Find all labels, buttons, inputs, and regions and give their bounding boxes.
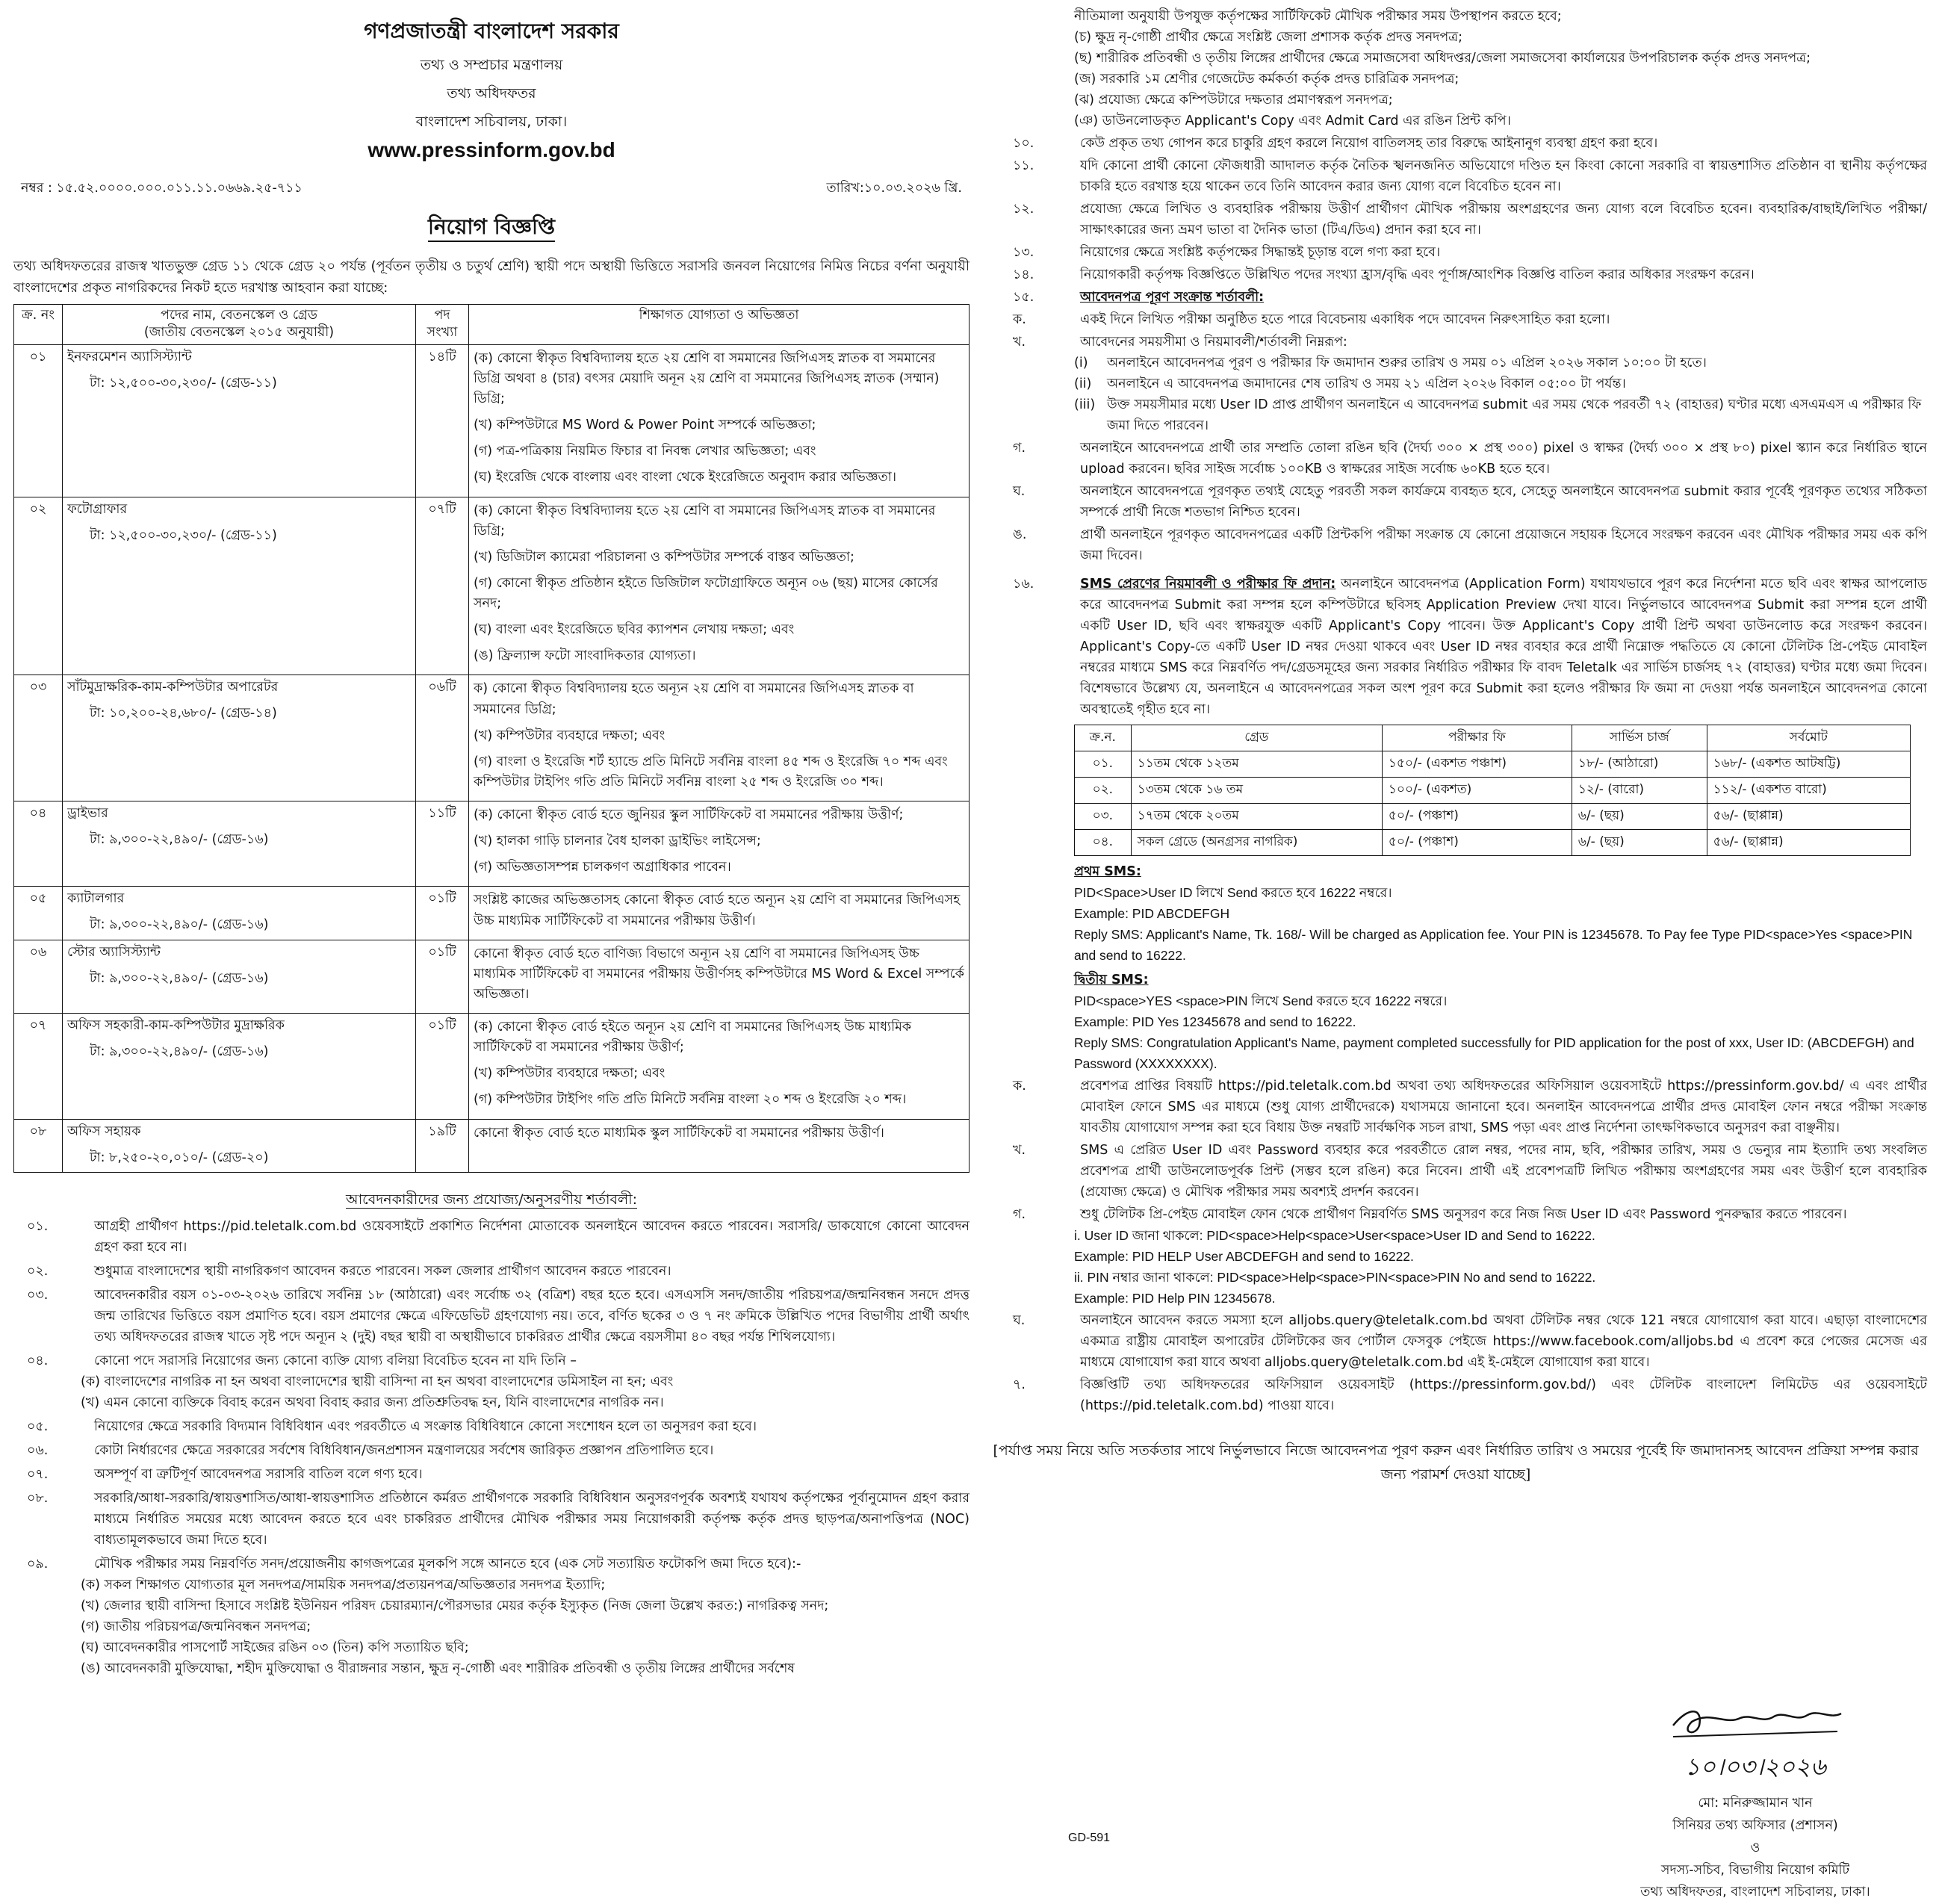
app-item-kha: খ. আবেদনের সময়সীমা ও নিয়মাবলী/শর্তাবলী নিম্নরূপ: [1013, 335, 1347, 350]
handwritten-date: ১০।০৩।২০২৬ [1684, 1752, 1826, 1781]
qualification-line: কোনো স্বীকৃত বোর্ড হতে বাণিজ্য বিভাগে অন্যূন ২য় শ্রেণি বা সমমানের জিপিএসহ উচ্চ মাধ্যমিক সার্টিফিকেট বা সমমানের পরীক্ষায় উত্তীর্ণসহ কম্পিউটারে MS Word & Excel সম্পর্কে অভিজ্ঞতা। [474, 946, 964, 1002]
qualification-line: ক) কোনো স্বীকৃত বিশ্ববিদ্যালয় হতে অন্যূন ২য় শ্রেণি বা সমমানের জিপিএসহ স্নাতক বা সমমানের ডিগ্রি; [474, 681, 914, 717]
qualification-line: কোনো স্বীকৃত বোর্ড হতে মাধ্যমিক স্কুল সার্টিফিকেট বা সমমানের পরীক্ষায় উত্তীর্ণ। [474, 1125, 884, 1141]
deadline-roman: (i) [1074, 356, 1088, 370]
condition-subitem: (গ) জাতীয় পরিচয়পত্র/জন্মনিবন্ধন সনদপত্র; [81, 1619, 311, 1634]
final-items-2 [984, 1310, 1927, 1416]
row-post-name [63, 940, 416, 1013]
fee-cell: ৫০/- (পঞ্চাশ) [1382, 830, 1572, 856]
posts-table [13, 304, 970, 1173]
table-row [14, 887, 970, 940]
condition-text: কোটা নির্ধারণের ক্ষেত্রে সরকারের সর্বশেষ বিধিবিধান/জনপ্রশাসন মন্ত্রণালয়ের সর্বশেষ জারিকৃত প্রজ্ঞাপন প্রতিপালিত হবে। [94, 1442, 714, 1458]
memo-date: তারিখ:১০.০৩.২০২৬ খ্রি. [826, 181, 962, 196]
documents-continued [984, 6, 1927, 131]
fee-cell: ১৭তম থেকে ২০তম [1131, 804, 1382, 830]
condition-subitem: (খ) এমন কোনো ব্যক্তিকে বিবাহ করেন অথবা বিবাহ করার জন্য প্রতিশ্রুতিবদ্ধ হন, যিনি বাংলাদেশের নাগরিক নন। [81, 1395, 664, 1410]
condition-text: শুধুমাত্র বাংলাদেশের স্থায়ী নাগরিকগণ আবেদন করতে পারবেন। সকল জেলার প্রার্থীগণ আবেদন করতে পারবেন। [94, 1263, 671, 1279]
condition-number: ঙ. [1013, 527, 1027, 542]
condition-item [13, 1554, 970, 1575]
left-column [13, 9, 970, 1679]
qualification-line: (ঙ) ফ্রিল্যান্স ফটো সাংবাদিকতার যোগ্যতা। [474, 648, 696, 664]
right-conditions [984, 133, 1927, 308]
document-item: (ঞ) ডাউনলোডকৃত Applicant's Copy এবং Admit Card এর রঙিন প্রিন্ট কপি। [1074, 114, 1511, 128]
fee-cell: ৬/- (ছয়) [1572, 830, 1707, 856]
condition-item [984, 242, 1927, 263]
document-item: (জ) সরকারি ১ম শ্রেণীর গেজেটেড কর্মকর্তা কর্তৃক প্রদত্ত চারিত্রিক সনদপত্র; [1074, 72, 1459, 87]
post-title: সাঁটমুদ্রাক্ষরিক-কাম-কম্পিউটার অপারেটর [67, 680, 279, 695]
condition-item [13, 1285, 970, 1348]
fee-header-cell: সর্বমোট [1707, 725, 1910, 751]
qualification-line: (ক) কোনো স্বীকৃত বোর্ড হতে জুনিয়র স্কুল সার্টিফিকেট বা সমমানের পরীক্ষায় উত্তীর্ণ; [474, 807, 904, 823]
post-title: ড্রাইভার [67, 806, 108, 822]
deadline-item [984, 394, 1927, 436]
fee-cell: ০৩. [1075, 804, 1132, 830]
qualification-line: (গ) পত্র-পত্রিকায় নিয়মিত ফিচার বা নিবন্ধ লেখার অভিজ্ঞতা; এবং [474, 444, 816, 459]
condition-text: বিজ্ঞপ্তিটি তথ্য অধিদফতরের অফিসিয়াল ওয়েবসাইট (https://pressinform.gov.bd/) এবং টেলিটক বাংলাদেশ লিমিটেড এর ওয়েবসাইটে (https://pid.teletalk.com.bd) পাওয়া যাবে। [1080, 1377, 1927, 1413]
row-serial: ০৪ [14, 801, 63, 887]
row-post-name [63, 497, 416, 675]
fee-cell: ১৩তম থেকে ১৬ তম [1131, 778, 1382, 804]
condition-text: নিয়োগের ক্ষেত্রে সরকারি বিদ্যমান বিধিবিধান এবং পরবর্তীতে এ সংক্রান্ত বিধিবিধানে কোনো সংশোধন হলে তা অনুসরণ করা হবে। [94, 1418, 757, 1434]
condition-item [984, 287, 1927, 308]
condition-text: শুধু টেলিটক প্রি-পেইড মোবাইল ফোন থেকে প্রার্থীগণ নিম্নবর্ণিত SMS অনুসরণ করে নিজ নিজ User ID এবং Password পুনরুদ্ধার করতে পারবেন। [1080, 1207, 1847, 1222]
row-qualification [469, 675, 970, 801]
condition-number: ০৫. [27, 1418, 49, 1434]
condition-number: ০২. [27, 1263, 49, 1279]
condition-number: ০৬. [27, 1442, 49, 1458]
fee-cell: ১১তম থেকে ১২তম [1131, 751, 1382, 778]
condition-item [13, 1261, 970, 1282]
condition-text: SMS এ প্রেরিত User ID এবং Password ব্যবহার করে পরবর্তীতে রোল নম্বর, পদের নাম, ছবি, পরীক্ষার তারিখ, সময় ও ভেন্যুর নাম ইত্যাদি তথ্য সংবলিত প্রবেশপত্র প্রার্থী ডাউনলোডপূর্বক প্রিন্ট (সম্ভব হলে রঙিন) করে নিবেন। প্রার্থী এই প্রবেশপত্রটি লিখিত পরীক্ষায় অংশগ্রহণের সময় এবং উত্তীর্ণ হলে ব্যবহারিক (প্রযোজ্য ক্ষেত্রে) ও মৌখিক পরীক্ষার সময় অবশ্যই প্রদর্শন করবেন। [1080, 1143, 1927, 1200]
condition-number: গ. [1013, 1207, 1026, 1222]
qualification-line: (গ) কোনো স্বীকৃত প্রতিষ্ঠান হইতে ডিজিটাল ফটোগ্রাফিতে অন্যূন ০৬ (ছয়) মাসের কোর্সের সনদ; [474, 575, 938, 612]
fee-cell: ১০০/- (একশত) [1382, 778, 1572, 804]
fee-cell: ৫৬/- (ছাপ্পান্ন) [1707, 804, 1910, 830]
sms-rules: ১৬. SMS প্রেরণের নিয়মাবলী ও পরীক্ষার ফি প্রদান: অনলাইনে আবেদনপত্র (Application Form) যথাযথভাবে পূরণ করে নির্দেশনা মতে ছবি এবং স্বাক্ষর আপলোড করে আবেদনপত্র Submit করা সম্পন্ন হলে কম্পিউটারে ছবিসহ Application Preview দেখা যাবে। নির্ভুলভাবে আবেদনপত্র Submit করা সম্পন্ন হলে প্রার্থী একটি User ID, ছবি এবং স্বাক্ষরযুক্ত একটি Applicant's Copy পাবেন। উক্ত Applicant's Copy প্রার্থী প্রিন্ট অথবা ডাউনলোড করে সংরক্ষণ করবেন। Applicant's Copy-তে একটি User ID নম্বর দেওয়া থাকবে এবং User ID নম্বর ব্যবহার করে প্রার্থী নিম্নোক্ত পদ্ধতিতে যে কোনো টেলিটক প্রি-পেইড মোবাইল নম্বরের মাধ্যমে SMS করে নিম্নবর্ণিত পদ/গ্রেডসমূহের জন্য সরকার নির্ধারিত পরীক্ষার ফি বাবদ Teletalk এর সার্ভিস চার্জসহ ৭২ (বাহাত্তর) ঘণ্টার মধ্যে জমা দিবেন। বিশেষভাবে উল্লেখ্য যে, অনলাইনে এ আবেদনপত্রের সকল অংশ পূরণ করে Submit করা হলেও পরীক্ষার ফি জমা না দেওয়া পর্যন্ত অনলাইনে আবেদনপত্র কোনো অবস্থাতেই গৃহীত হবে না। [1013, 577, 1927, 717]
first-sms: প্রথম SMS: PID<Space>User ID লিখে Send করতে হবে 16222 নম্বরে। Example: PID ABCDEFGH Reply SMS: Applicant's Name, Tk. 168/- Will be charged as Application fee. Your PIN is 12345678. To Pay fee Type PID<space>Yes <space>PIN and send to 16222. দ্বিতীয় SMS: PID<space>YES <space>PIN লিখে Send করতে হবে 16222 নম্বরে। Example: PID Yes 12345678 and send to 16222. Reply SMS: Congratulation Applicant's Name, payment completed successfully for PID application for the post of xxx, User ID: (ABCDEFGH) and Password (XXXXXXXX). [1074, 864, 1914, 1071]
sms-rules-text: অনলাইনে আবেদনপত্র (Application Form) যথাযথভাবে পূরণ করে নির্দেশনা মতে ছবি এবং স্বাক্ষর আপলোড করে আবেদনপত্র Submit করা সম্পন্ন হলে কম্পিউটারে ছবিসহ Application Preview দেখা যাবে। নির্ভুলভাবে আবেদনপত্র Submit করা সম্পন্ন হলে প্রার্থী একটি User ID, ছবি এবং স্বাক্ষরযুক্ত একটি Applicant's Copy পাবেন। উক্ত Applicant's Copy প্রার্থী প্রিন্ট অথবা ডাউনলোড করে সংরক্ষণ করবেন। Applicant's Copy-তে একটি User ID নম্বর দেওয়া থাকবে এবং User ID নম্বর ব্যবহার করে প্রার্থী নিম্নোক্ত পদ্ধতিতে যে কোনো টেলিটক প্রি-পেইড মোবাইল নম্বরের মাধ্যমে SMS করে নিম্নবর্ণিত পদ/গ্রেডসমূহের জন্য সরকার নির্ধারিত পরীক্ষার ফি বাবদ Teletalk এর সার্ভিস চার্জসহ ৭২ (বাহাত্তর) ঘণ্টার মধ্যে জমা দিবেন। বিশেষভাবে উল্লেখ্য যে, অনলাইনে এ আবেদনপত্রের সকল অংশ পূরণ করে Submit করা হলেও পরীক্ষার ফি জমা না দেওয়া পর্যন্ত অনলাইনে আবেদনপত্র কোনো অবস্থাতেই গৃহীত হবে না। [1080, 577, 1927, 717]
fee-cell: ১৮/- (আঠারো) [1572, 751, 1707, 778]
memo-line [13, 179, 970, 200]
closing-note: [পর্যাপ্ত সময় নিয়ে অতি সতর্কতার সাথে নির্ভুলভাবে নিজে আবেদনপত্র পূরণ করুন এবং নির্ধারিত তারিখ ও সময়ের পূর্বেই ফি জমাদানসহ আবেদন প্রক্রিয়া সম্পন্ন করার জন্য পরামর্শ দেওয়া যাচ্ছে] [993, 1442, 1919, 1483]
condition-text: আবেদনকারীর বয়স ০১-০৩-২০২৬ তারিখে সর্বনিম্ন ১৮ (আঠারো) এবং সর্বোচ্চ ৩২ (বত্রিশ) বছর হতে হবে। এসএসসি সনদ/জাতীয় পরিচয়পত্র/জন্মনিবন্ধন সনদে প্রদত্ত জন্ম তারিখের ভিত্তিতে বয়স প্রমাণিত হবে। বয়স প্রমাণের ক্ষেত্রে এফিডেভিট গ্রহণযোগ্য নয়। তবে, বর্ণিত ছকের ৩ ও ৭ নং ক্রমিকে উল্লিখিত পদের বিভাগীয় প্রার্থী অর্থাৎ তথ্য অধিদফতরের রাজস্ব খাতে সৃষ্ট পদে অন্যূন ২ (দুই) বছর স্থায়ী বা অস্থায়ীভাবে চাকরিরত প্রার্থীর ক্ষেত্রে বয়সসীমা ৪০ বছর পর্যন্ত শিথিলযোগ্য। [94, 1287, 970, 1345]
condition-text: মৌখিক পরীক্ষার সময় নিম্নবর্ণিত সনদ/প্রয়োজনীয় কাগজপত্রের মূলকপি সঙ্গে আনতে হবে (এক সেট সত্যায়িত ফটোকপি জমা দিতে হবে):- [94, 1556, 801, 1572]
signatory-name: মো: মনিরুজ্জামান খান [1698, 1796, 1813, 1811]
post-title: ফটোগ্রাফার [67, 501, 128, 517]
department-name: তথ্য অধিদফতর [447, 85, 536, 102]
fee-cell: ১১২/- (একশত বারো) [1707, 778, 1910, 804]
post-grade: টা: ৮,২৫০-২০,০১০/- (গ্রেড-২০) [90, 1150, 269, 1165]
post-grade: টা: ৯,৩০০-২২,৪৯০/- (গ্রেড-১৬) [90, 917, 269, 933]
header-count: পদ সংখ্যা [416, 304, 469, 344]
fee-cell: ১৫০/- (একশত পঞ্চাশ) [1382, 751, 1572, 778]
condition-number: ৭. [1013, 1377, 1026, 1392]
condition-number: ০৪. [27, 1353, 49, 1368]
signature-block [1598, 1703, 1912, 1904]
qualification-line: (গ) কম্পিউটার টাইপিং গতি প্রতি মিনিটে সর্বনিম্ন বাংলা ২০ শব্দ ও ইংরেজি ২০ শব্দ। [474, 1092, 907, 1108]
condition-4-subitems [13, 1371, 970, 1413]
row-post-count: ১৪টি [416, 344, 469, 497]
qualification-line: (খ) কম্পিউটার ব্যবহারে দক্ষতা; এবং [474, 728, 666, 743]
condition-item [984, 1076, 1927, 1138]
fee-cell: ০২. [1075, 778, 1132, 804]
qualification-line: (খ) কম্পিউটারে MS Word & Power Point সম্পর্কে অভিজ্ঞতা; [474, 418, 816, 433]
fee-table [1074, 725, 1911, 856]
fee-cell: ০১. [1075, 751, 1132, 778]
condition-text: যদি কোনো প্রার্থী কোনো ফৌজধারী আদালত কর্তৃক নৈতিক স্খলনজনিত অভিযোগে দণ্ডিত হন কিংবা কোনো সরকারি বা স্বায়ত্তশাসিত প্রতিষ্ঠান বা স্থানীয় কর্তৃপক্ষের চাকরি হতে বরখাস্ত হয়ে থাকেন তবে তিনি আবেদন করার জন্য যোগ্য বলে বিবেচিত হবেন না। [1080, 158, 1927, 194]
table-row [14, 1014, 970, 1120]
government-title: গণপ্রজাতন্ত্রী বাংলাদেশ সরকার [364, 19, 619, 43]
condition-subitem: (ক) বাংলাদেশের নাগরিক না হন অথবা বাংলাদেশের স্থায়ী বাসিন্দা না হন অথবা বাংলাদেশের ডমিসাইল না হন; এবং [81, 1374, 674, 1389]
condition-number: ১৪. [1013, 267, 1034, 282]
condition-text: অনলাইনে আবেদনপত্রে পূরণকৃত তথ্যই যেহেতু পরবর্তী সকল কার্যক্রমে ব্যবহৃত হবে, সেহেতু অনলাইনে আবেদনপত্র submit করার পূর্বেই পূরণকৃত তথ্যের সঠিকতা সম্পর্কে প্রার্থী নিজে শতভাগ নিশ্চিত হবেন। [1080, 484, 1927, 520]
row-post-name [63, 1014, 416, 1120]
fee-row [1075, 830, 1911, 856]
condition-number: ১০. [1013, 136, 1034, 151]
header-sl: ক্র. নং [14, 304, 63, 344]
condition-subitem: (ঙ) আবেদনকারী মুক্তিযোদ্ধা, শহীদ মুক্তিযোদ্ধা ও বীরাঙ্গনার সন্তান, ক্ষুদ্র নৃ-গোষ্ঠী এবং শারীরিক প্রতিবন্ধী ও তৃতীয় লিঙ্গের প্রার্থীদের সর্বশেষ [81, 1660, 795, 1676]
qualification-line: (খ) ডিজিটাল ক্যামেরা পরিচালনা ও কম্পিউটার সম্পর্কে বাস্তব অভিজ্ঞতা; [474, 549, 854, 565]
condition-number: ক. [1013, 1079, 1026, 1094]
row-qualification [469, 497, 970, 675]
row-post-count: ০৬টি [416, 675, 469, 801]
condition-text: অসম্পূর্ণ বা ত্রুটিপূর্ণ আবেদনপত্র সরাসরি বাতিল বলে গণ্য হবে। [94, 1466, 423, 1482]
condition-item [984, 1374, 1927, 1416]
signatory-designation: সিনিয়র তথ্য অফিসার (প্রশাসন) [1672, 1818, 1838, 1834]
notice-title: নিয়োগ বিজ্ঞপ্তি [13, 211, 970, 246]
row-post-count: ০১টি [416, 1014, 469, 1120]
table-row [14, 1119, 970, 1172]
deadline-text: উক্ত সময়সীমার মধ্যে User ID প্রাপ্ত প্রার্থীগণ অনলাইনে এ আবেদনপত্র submit এর সময় থেকে পরবর্তী ৭২ (বাহাত্তর) ঘণ্টার মধ্যে এসএমএস এ পরীক্ষার ফি জমা দিতে পারবেন। [1107, 397, 1922, 433]
post-grade: টা: ৯,৩০০-২২,৪৯০/- (গ্রেড-১৬) [90, 832, 269, 848]
fee-header-cell: ক্র.ন. [1075, 725, 1132, 751]
post-title: অফিস সহকারী-কাম-কম্পিউটার মুদ্রাক্ষরিক [67, 1018, 285, 1034]
header-qual: শিক্ষাগত যোগ্যতা ও অভিজ্ঞতা [469, 304, 970, 344]
fee-cell: ৫০/- (পঞ্চাশ) [1382, 804, 1572, 830]
condition-item [13, 1216, 970, 1258]
final-items [984, 1076, 1927, 1225]
condition-number: ১১. [1013, 158, 1034, 173]
deadline-roman: (ii) [1074, 376, 1092, 391]
post-grade: টা: ১২,৫০০-৩০,২৩০/- (গ্রেড-১১) [90, 375, 277, 391]
condition-item [984, 1310, 1927, 1373]
condition-item [13, 1351, 970, 1371]
condition-text: প্রার্থী অনলাইনে পূরণকৃত আবেদনপত্রের একটি প্রিন্টকপি পরীক্ষা সংক্রান্ত যে কোনো প্রয়োজনে সহায়ক হিসেবে সংরক্ষণ করবেন এবং মৌখিক পরীক্ষার সময় এক কপি জমা দিবেন। [1080, 527, 1927, 563]
row-qualification [469, 801, 970, 887]
fee-row [1075, 778, 1911, 804]
conditions-list [13, 1216, 970, 1371]
fee-cell: সকল গ্রেডে (অনগ্রসর নাগরিক) [1131, 830, 1382, 856]
qualification-line: (গ) বাংলা ও ইংরেজি শর্ট হ্যান্ডে প্রতি মিনিটে সর্বনিম্ন বাংলা ৪৫ শব্দ ও ইংরেজি ৭০ শব্দ এবং কম্পিউটার টাইপিং গতি প্রতি মিনিটে সর্বনিম্ন বাংলা ২৫ শব্দ ও ইংরেজি ৩০ শব্দ। [474, 754, 948, 790]
fee-cell: ৫৬/- (ছাপ্পান্ন) [1707, 830, 1910, 856]
condition-number: খ. [1013, 1143, 1026, 1158]
condition-item [984, 1204, 1927, 1225]
condition-item [984, 133, 1927, 154]
recovery-line: Example: PID Help PIN 12345678. [1074, 1291, 1276, 1306]
recovery-line: Example: PID HELP User ABCDEFGH and send to 16222. [1074, 1249, 1414, 1264]
post-grade: টা: ১০,২০০-২৪,৬৮০/- (গ্রেড-১৪) [90, 706, 277, 722]
row-serial: ০৬ [14, 940, 63, 1013]
post-title: ক্যাটালগার [67, 891, 125, 907]
condition-item [984, 481, 1927, 523]
row-post-name [63, 887, 416, 940]
table-header-row [14, 304, 970, 344]
post-title: ইনফরমেশন অ্যাসিস্ট্যান্ট [67, 349, 192, 365]
condition-number: ০৮. [27, 1490, 49, 1506]
row-qualification [469, 344, 970, 497]
condition-text: কেউ প্রকৃত তথ্য গোপন করে চাকুরি গ্রহণ করলে নিয়োগ বাতিলসহ তার বিরুদ্ধে আইনানুগ ব্যবস্থা গ্রহণ করা হবে। [1080, 136, 1658, 151]
deadline-text: অনলাইনে আবেদনপত্র পূরণ ও পরীক্ষার ফি জমাদান শুরুর তারিখ ও সময় ০১ এপ্রিল ২০২৬ সকাল ১০:০০ টা হতে। [1107, 356, 1707, 370]
condition-item [13, 1416, 970, 1437]
fee-header-cell: পরীক্ষার ফি [1382, 725, 1572, 751]
qualification-line: (ক) কোনো স্বীকৃত বিশ্ববিদ্যালয় হতে ২য় শ্রেণি বা সমমানের জিপিএসহ স্নাতক বা সমমানের ডিগ্রি অথবা ৪ (চার) বৎসর মেয়াদি অনূন ২য় শ্রেণি বা সমমানের জিপিএসহ স্নাতক (সম্মান) ডিগ্রি; [474, 350, 940, 407]
website-link[interactable]: www.pressinform.gov.bd [367, 138, 615, 161]
condition-text: সরকারি/আধা-সরকারি/স্বায়ত্তশাসিত/আধা-স্বায়ত্তশাসিত প্রতিষ্ঠানে কর্মরত প্রার্থীগণকে সরকারি বিধিবিধান অনুসরণপূর্বক অবশ্যই যথাযথ কর্তৃপক্ষের পূর্বানুমোদন গ্রহণ করার মাধ্যমে নির্ধারিত সময়ের মধ্যে আবেদন করতে হবে এবং চাকরিরত প্রার্থীদের মৌখিক পরীক্ষার সময় নিয়োগকারী কর্তৃপক্ষ কর্তৃক প্রদত্ত ছাড়পত্র/অনাপত্তিপত্র (NOC) বাধ্যতামূলকভাবে জমা দিতে হবে। [94, 1490, 970, 1548]
post-grade: টা: ১২,৫০০-৩০,২৩০/- (গ্রেড-১১) [90, 527, 277, 543]
qualification-line: (ক) কোনো স্বীকৃত বিশ্ববিদ্যালয় হতে ২য় শ্রেণি বা সমমানের জিপিএসহ স্নাতক বা সমমানের ডিগ্রি; [474, 503, 936, 539]
condition-number: ১২. [1013, 202, 1034, 217]
condition-number: ১৫. [1013, 290, 1034, 305]
row-post-count: ০৭টি [416, 497, 469, 675]
condition-number: ঘ. [1013, 484, 1026, 499]
table-row [14, 675, 970, 801]
row-serial: ০১ [14, 344, 63, 497]
row-serial: ০২ [14, 497, 63, 675]
document-item: নীতিমালা অনুযায়ী উপযুক্ত কর্তৃপক্ষের সার্টিফিকেট মৌখিক পরীক্ষার সময় উপস্থাপন করতে হবে; [1074, 9, 1562, 24]
condition-text: আবেদনপত্র পূরণ সংক্রান্ত শর্তাবলী: [1080, 290, 1265, 305]
row-post-name [63, 1119, 416, 1172]
right-column [984, 6, 1927, 1487]
signatory-gap: ও [1750, 1840, 1760, 1855]
row-post-count: ০১টি [416, 887, 469, 940]
deadline-item [984, 373, 1927, 394]
deadline-item [984, 353, 1927, 373]
condition-item [13, 1488, 970, 1551]
app-item-ka: ক. একই দিনে লিখিত পরীক্ষা অনুষ্ঠিত হতে পারে বিবেচনায় একাধিক পদে আবেদন নিরুৎসাহিত করা হলো। [1013, 312, 1610, 327]
condition-number: ০১. [27, 1218, 49, 1234]
ministry-name: তথ্য ও সম্প্রচার মন্ত্রণালয় [420, 57, 563, 73]
deadline-roman: (iii) [1074, 397, 1096, 412]
row-post-name [63, 344, 416, 497]
posts-table-body [14, 344, 970, 1172]
conditions-list-2 [13, 1416, 970, 1575]
row-serial: ০৫ [14, 887, 63, 940]
condition-subitem: (ঘ) আবেদনকারীর পাসপোর্ট সাইজের রঙিন ০৩ (তিন) কপি সত্যায়িত ছবি; [81, 1640, 469, 1655]
qualification-line: (খ) হালকা গাড়ি চালনার বৈধ হালকা ড্রাইভিং লাইসেন্স; [474, 834, 761, 849]
fee-table-body [1075, 751, 1911, 856]
condition-text: অনলাইনে আবেদন করতে সমস্যা হলে alljobs.query@teletalk.com.bd অথবা টেলিটক নম্বর থেকে 121 নম্বরে যোগাযোগ করা যাবে। এছাড়া বাংলাদেশের একমাত্র রাষ্ট্রীয় মোবাইল অপারেটর টেলিটকের জব পোর্টাল ফেসবুক পেইজে https://www.facebook.com/alljobs.bd এ প্রবেশ করে পেজের মেসেজ এর মাধ্যমে যোগাযোগ করা যাবে অথবা alljobs.query@teletalk.com.bd এই ই-মেইলে যোগাযোগ করা যাবে। [1080, 1313, 1927, 1370]
conditions-title: আবেদনকারীদের জন্য প্রযোজ্য/অনুসরণীয় শর্তাবলী: [345, 1191, 638, 1208]
fee-cell: ১৬৮/- (একশত আটষট্টি) [1707, 751, 1910, 778]
condition-item [984, 524, 1927, 566]
fee-cell: ১২/- (বারো) [1572, 778, 1707, 804]
row-qualification [469, 940, 970, 1013]
fee-row [1075, 804, 1911, 830]
condition-9-subitems [13, 1575, 970, 1679]
row-serial: ০৩ [14, 675, 63, 801]
recovery-sms [984, 1225, 1927, 1309]
sms-rules-title: SMS প্রেরণের নিয়মাবলী ও পরীক্ষার ফি প্রদান: [1080, 577, 1336, 592]
condition-number: ১৩. [1013, 245, 1034, 260]
intro-paragraph: তথ্য অধিদফতরের রাজস্ব খাতভুক্ত গ্রেড ১১ থেকে গ্রেড ২০ পর্যন্ত (পূর্বতন তৃতীয় ও চতুর্থ শ্রেণি) স্থায়ী পদে অস্থায়ী ভিত্তিতে সরাসরি জনবল নিয়োগের নিমিত্ত নিচের বর্ণনা অনুযায়ী বাংলাদেশের প্রকৃত নাগরিকদের নিকট হতে দরখাস্ত আহবান করা যাচ্ছে: [13, 258, 970, 296]
qualification-line: (ক) কোনো স্বীকৃত বোর্ড হইতে অন্যূন ২য় শ্রেণি বা সমমানের জিপিএসহ উচ্চ মাধ্যমিক সার্টিফিকেট বা সমমানের পরীক্ষায় উত্তীর্ণ; [474, 1020, 912, 1055]
document-item: (চ) ক্ষুদ্র নৃ-গোষ্ঠী প্রার্থীর ক্ষেত্রে সংশ্লিষ্ট জেলা প্রশাসক কর্তৃক প্রদত্ত সনদপত্র; [1074, 30, 1463, 45]
qualification-line: সংশ্লিষ্ট কাজের অভিজ্ঞতাসহ কোনো স্বীকৃত বোর্ড হতে অন্যূন ২য় শ্রেণি বা সমমানের জিপিএসহ উচ্চ মাধ্যমিক সার্টিফিকেট বা সমমানের পরীক্ষায় উত্তীর্ণ। [474, 893, 961, 928]
row-qualification [469, 1119, 970, 1172]
table-row [14, 801, 970, 887]
row-post-name [63, 801, 416, 887]
qualification-line: (ঘ) ইংরেজি থেকে বাংলায় এবং বাংলা থেকে ইংরেজিতে অনুবাদ করার অভিজ্ঞতা। [474, 470, 896, 486]
signatory-role: সদস্য-সচিব, বিভাগীয় নিয়োগ কমিটি [1660, 1862, 1850, 1878]
table-row [14, 344, 970, 497]
condition-item [13, 1464, 970, 1485]
condition-subitem: (ক) সকল শিক্ষাগত যোগ্যতার মূল সনদপত্র/সাময়িক সনদপত্র/প্রত্যয়নপত্র/অভিজ্ঞতার সনদপত্র ইত্যাদি; [81, 1577, 606, 1593]
document-item: (ছ) শারীরিক প্রতিবন্ধী ও তৃতীয় লিঙ্গের প্রার্থীদের ক্ষেত্রে সমাজসেবা অধিদপ্তর/জেলা সমাজসেবা কার্যালয়ের উপপরিচালক কর্তৃক প্রদত্ত সনদপত্র; [1074, 51, 1811, 66]
qualification-line: (ঘ) বাংলা এবং ইংরেজিতে ছবির ক্যাপশন লেখায় দক্ষতা; এবং [474, 622, 795, 638]
fee-cell: ০৪. [1075, 830, 1132, 856]
footer-code: GD-591 [1068, 1832, 1111, 1844]
condition-text: নিয়োগের ক্ষেত্রে সংশ্লিষ্ট কর্তৃপক্ষের সিদ্ধান্তই চূড়ান্ত বলে গণ্য করা হবে। [1080, 245, 1441, 260]
document-item: (ঝ) প্রযোজ্য ক্ষেত্রে কম্পিউটারে দক্ষতার প্রমাণস্বরূপ সনদপত্র; [1074, 93, 1393, 108]
post-grade: টা: ৯,৩০০-২২,৪৯০/- (গ্রেড-১৬) [90, 970, 269, 986]
signatory-office: তথ্য অধিদফতর, বাংলাদেশ সচিবালয়, ঢাকা। [1640, 1885, 1870, 1900]
condition-item [984, 438, 1927, 480]
post-title: অফিস সহায়ক [67, 1123, 141, 1139]
header-post: পদের নাম, বেতনস্কেল ও গ্রেড (জাতীয় বেতনস্কেল ২০১৫ অনুযায়ী) [63, 304, 416, 344]
condition-text: অনলাইনে আবেদনপত্রে প্রার্থী তার সম্প্রতি তোলা রঙিন ছবি (দৈর্ঘ্য ৩০০ × প্রস্থ ৩০০) pixel ও স্বাক্ষর (দৈর্ঘ্য ৩০০ × প্রস্থ ৮০) pixel স্ক্যান করে নির্ধারিত স্থানে upload করবেন। ছবির সাইজ সর্বোচ্চ ১০০KB ও স্বাক্ষরের সাইজ সর্বোচ্চ ৬০KB হতে হবে। [1080, 441, 1927, 477]
condition-item [984, 264, 1927, 285]
condition-number: ঘ. [1013, 1313, 1026, 1328]
post-title: স্টোর অ্যাসিস্ট্যান্ট [67, 944, 161, 960]
condition-text: কোনো পদে সরাসরি নিয়োগের জন্য কোনো ব্যক্তি যোগ্য বলিয়া বিবেচিত হবেন না যদি তিনি – [94, 1353, 577, 1368]
condition-text: নিয়োগকারী কর্তৃপক্ষ বিজ্ঞপ্তিতে উল্লিখিত পদের সংখ্যা হ্রাস/বৃদ্ধি এবং পূর্ণাঙ্গ/আংশিক বিজ্ঞপ্তি বাতিল করার অধিকার সংরক্ষণ করেন। [1080, 267, 1755, 282]
post-grade: টা: ৯,৩০০-২২,৪৯০/- (গ্রেড-১৬) [90, 1044, 269, 1060]
row-post-name [63, 675, 416, 801]
row-serial: ০৭ [14, 1014, 63, 1120]
row-qualification [469, 1014, 970, 1120]
table-row [14, 497, 970, 675]
app-more-items [984, 438, 1927, 566]
condition-item [984, 1140, 1927, 1203]
fee-row [1075, 751, 1911, 778]
condition-item [13, 1440, 970, 1461]
condition-number: গ. [1013, 441, 1026, 456]
table-row [14, 940, 970, 1013]
condition-text: প্রবেশপত্র প্রাপ্তির বিষয়টি https://pid.teletalk.com.bd অথবা তথ্য অধিদফতরের অফিসিয়াল ওয়েবসাইটে https://pressinform.gov.bd/ এ এবং প্রার্থীর মোবাইল ফোনে SMS এর মাধ্যমে (শুধু যোগ্য প্রার্থীদেরকে) যথাসময়ে জানানো হবে। অনলাইন আবেদনপত্রে প্রার্থীর প্রদত্ত মোবাইল ফোন নম্বরে পরীক্ষা সংক্রান্ত যাবতীয় যোগাযোগ সম্পন্ন করা হবে বিধায় উক্ত নম্বরটি সার্বক্ষণিক সচল রাখা, SMS পড়া এবং প্রাপ্ত নির্দেশনা তাৎক্ষণিকভাবে অনুসরণ করা বাঞ্ছনীয়। [1080, 1079, 1927, 1135]
deadline-text: অনলাইনে এ আবেদনপত্র জমাদানের শেষ তারিখ ও সময় ২১ এপ্রিল ২০২৬ বিকাল ০৫:০০ টা পর্যন্ত। [1107, 376, 1626, 391]
condition-number: ০৭. [27, 1466, 49, 1482]
row-qualification [469, 887, 970, 940]
row-post-count: ১১টি [416, 801, 469, 887]
fee-header-cell: গ্রেড [1131, 725, 1382, 751]
condition-subitem: (খ) জেলার স্থায়ী বাসিন্দা হিসাবে সংশ্লিষ্ট ইউনিয়ন পরিষদ চেয়ারম্যান/পৌরসভার মেয়র কর্তৃক ইস্যুকৃত (নিজ জেলা উল্লেখ করত:) নাগরিকত্ব সনদ; [81, 1598, 829, 1613]
condition-item [984, 199, 1927, 241]
qualification-line: (খ) কম্পিউটার ব্যবহারে দক্ষতা; এবং [474, 1066, 666, 1082]
qualification-line: (গ) অভিজ্ঞতাসম্পন্ন চালকগণ অগ্রাধিকার পাবেন। [474, 860, 731, 875]
fee-header-cell: সার্ভিস চার্জ [1572, 725, 1707, 751]
condition-number: ০৯. [27, 1556, 49, 1572]
app-deadlines [984, 353, 1927, 436]
memo-number: নম্বর : ১৫.৫২.০০০০.০০০.০১১.১১.০৬৬৯.২৫-৭১১ [21, 181, 303, 196]
recovery-line: ii. PIN নম্বার জানা থাকলে: PID<space>Help<space>PIN<space>PIN No and send to 16222. [1074, 1270, 1596, 1285]
condition-item [984, 155, 1927, 197]
recovery-line: i. User ID জানা থাকলে: PID<space>Help<space>User<space>User ID and Send to 16222. [1074, 1228, 1595, 1243]
office-address: বাংলাদেশ সচিবালয়, ঢাকা। [415, 114, 568, 130]
row-post-count: ০১টি [416, 940, 469, 1013]
fee-table-header [1075, 725, 1911, 751]
row-post-count: ১৯টি [416, 1119, 469, 1172]
condition-number: ০৩. [27, 1287, 49, 1303]
condition-text: প্রযোজ্য ক্ষেত্রে লিখিত ও ব্যবহারিক পরীক্ষায় উত্তীর্ণ প্রার্থীগণ মৌখিক পরীক্ষায় অংশগ্রহণের জন্য যোগ্য বলে বিবেচিত হবেন। ব্যবহারিক/বাছাই/লিখিত পরীক্ষা/সাক্ষাৎকারের জন্য ভ্রমণ ভাতা বা দৈনিক ভাতা (টিএ/ডিএ) প্রদান করা হবে না। [1080, 202, 1927, 238]
condition-text: আগ্রহী প্রার্থীগণ https://pid.teletalk.com.bd ওয়েবসাইটে প্রকাশিত নির্দেশনা মোতাবেক অনলাইনে আবেদন করতে পারবেন। সরাসরি/ ডাকযোগে কোনো আবেদন গ্রহণ করা হবে না। [94, 1218, 970, 1255]
row-serial: ০৮ [14, 1119, 63, 1172]
letterhead [13, 15, 970, 162]
fee-cell: ৬/- (ছয়) [1572, 804, 1707, 830]
